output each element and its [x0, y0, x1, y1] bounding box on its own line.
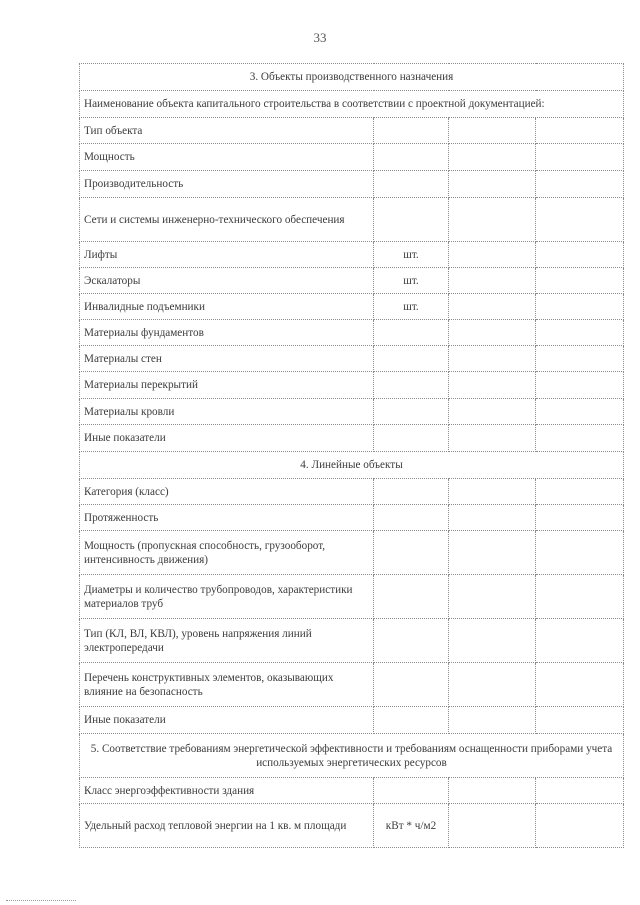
section-3-title: 3. Объекты производственного назначения — [80, 64, 624, 91]
empty-value-cell[interactable] — [449, 346, 536, 372]
empty-value-cell[interactable] — [449, 575, 536, 619]
empty-value-cell[interactable] — [536, 531, 624, 575]
row-unit: шт. — [374, 294, 449, 320]
empty-value-cell[interactable] — [449, 118, 536, 144]
row-unit — [374, 707, 449, 734]
empty-value-cell[interactable] — [449, 198, 536, 242]
empty-value-cell[interactable] — [536, 575, 624, 619]
empty-value-cell[interactable] — [449, 778, 536, 804]
table-row — [80, 425, 624, 452]
row-label: Мощность (пропускная способность, грузооборот, интенсивность движения) — [80, 531, 374, 575]
empty-value-cell[interactable] — [449, 479, 536, 505]
row-unit — [374, 372, 449, 399]
row-unit — [374, 399, 449, 425]
row-unit — [374, 531, 449, 575]
empty-value-cell[interactable] — [536, 118, 624, 144]
section-4-rows — [80, 479, 624, 734]
table-row — [80, 804, 624, 848]
empty-value-cell[interactable] — [449, 320, 536, 346]
table-row — [80, 118, 624, 144]
empty-value-cell[interactable] — [449, 242, 536, 268]
empty-value-cell[interactable] — [536, 294, 624, 320]
row-unit — [374, 320, 449, 346]
row-label: Протяженность — [80, 505, 374, 531]
row-unit — [374, 346, 449, 372]
row-unit — [374, 425, 449, 452]
empty-value-cell[interactable] — [536, 707, 624, 734]
row-label: Категория (класс) — [80, 479, 374, 505]
table-row — [80, 198, 624, 242]
row-label: Производительность — [80, 171, 374, 198]
row-unit: шт. — [374, 242, 449, 268]
row-label: Материалы перекрытий — [80, 372, 374, 399]
empty-value-cell[interactable] — [449, 425, 536, 452]
table-row — [80, 268, 624, 294]
row-unit — [374, 144, 449, 171]
table-row — [80, 479, 624, 505]
page-number: 33 — [313, 30, 327, 45]
row-unit — [374, 479, 449, 505]
row-label: Класс энергоэффективности здания — [80, 778, 374, 804]
empty-value-cell[interactable] — [536, 144, 624, 171]
empty-value-cell[interactable] — [449, 619, 536, 663]
table-row — [80, 619, 624, 663]
table-row — [80, 778, 624, 804]
row-label: Инвалидные подъемники — [80, 294, 374, 320]
empty-value-cell[interactable] — [536, 663, 624, 707]
empty-value-cell[interactable] — [536, 198, 624, 242]
table-row — [80, 242, 624, 268]
row-label: Материалы стен — [80, 346, 374, 372]
table-row — [80, 505, 624, 531]
empty-value-cell[interactable] — [536, 778, 624, 804]
empty-value-cell[interactable] — [536, 804, 624, 848]
row-unit — [374, 505, 449, 531]
form-table — [79, 63, 624, 848]
row-label: Удельный расход тепловой энергии на 1 кв. м площади — [80, 804, 374, 848]
empty-value-cell[interactable] — [536, 505, 624, 531]
row-unit — [374, 663, 449, 707]
empty-value-cell[interactable] — [536, 372, 624, 399]
empty-value-cell[interactable] — [536, 320, 624, 346]
table-row — [80, 372, 624, 399]
row-unit — [374, 118, 449, 144]
row-unit: кВт * ч/м2 — [374, 804, 449, 848]
row-unit: шт. — [374, 268, 449, 294]
empty-value-cell[interactable] — [449, 144, 536, 171]
row-unit — [374, 619, 449, 663]
table-row — [80, 144, 624, 171]
row-label: Материалы фундаментов — [80, 320, 374, 346]
table-row — [80, 663, 624, 707]
row-label: Тип (КЛ, ВЛ, КВЛ), уровень напряжения линий электропередачи — [80, 619, 374, 663]
section-5-title: 5. Соответствие требованиям энергетической эффективности и требованиям оснащенности приборами учета используемых энергетических ресурсов — [80, 734, 624, 778]
empty-value-cell[interactable] — [536, 242, 624, 268]
table-row — [80, 171, 624, 198]
empty-value-cell[interactable] — [449, 707, 536, 734]
row-unit — [374, 198, 449, 242]
row-label: Сети и системы инженерно-технического обеспечения — [80, 198, 374, 242]
empty-value-cell[interactable] — [536, 619, 624, 663]
empty-value-cell[interactable] — [536, 171, 624, 198]
table-row — [80, 320, 624, 346]
empty-value-cell[interactable] — [536, 479, 624, 505]
empty-value-cell[interactable] — [449, 171, 536, 198]
row-unit — [374, 575, 449, 619]
empty-value-cell[interactable] — [536, 425, 624, 452]
empty-value-cell[interactable] — [449, 505, 536, 531]
table-row — [80, 346, 624, 372]
row-label: Иные показатели — [80, 425, 374, 452]
table-row — [80, 399, 624, 425]
row-label: Тип объекта — [80, 118, 374, 144]
row-label: Диаметры и количество трубопроводов, характеристики материалов труб — [80, 575, 374, 619]
row-label: Лифты — [80, 242, 374, 268]
bottom-margin-line — [6, 900, 76, 901]
row-label: Перечень конструктивных элементов, оказывающих влияние на безопасность — [80, 663, 374, 707]
row-unit — [374, 778, 449, 804]
empty-value-cell[interactable] — [449, 268, 536, 294]
empty-value-cell[interactable] — [449, 663, 536, 707]
section-3-subtitle: Наименование объекта капитального строительства в соответствии с проектной документацией: — [80, 91, 624, 118]
empty-value-cell[interactable] — [449, 531, 536, 575]
section-4-title: 4. Линейные объекты — [80, 452, 624, 479]
empty-value-cell[interactable] — [449, 294, 536, 320]
empty-value-cell[interactable] — [536, 346, 624, 372]
empty-value-cell[interactable] — [449, 804, 536, 848]
row-label: Иные показатели — [80, 707, 374, 734]
row-label: Мощность — [80, 144, 374, 171]
row-unit — [374, 171, 449, 198]
table-row — [80, 531, 624, 575]
table-row — [80, 575, 624, 619]
row-label: Эскалаторы — [80, 268, 374, 294]
empty-value-cell[interactable] — [449, 372, 536, 399]
empty-value-cell[interactable] — [449, 399, 536, 425]
empty-value-cell[interactable] — [536, 399, 624, 425]
empty-value-cell[interactable] — [536, 268, 624, 294]
table-row — [80, 707, 624, 734]
table-row — [80, 294, 624, 320]
section-3-rows — [80, 118, 624, 452]
row-label: Материалы кровли — [80, 399, 374, 425]
section-5-rows — [80, 778, 624, 848]
